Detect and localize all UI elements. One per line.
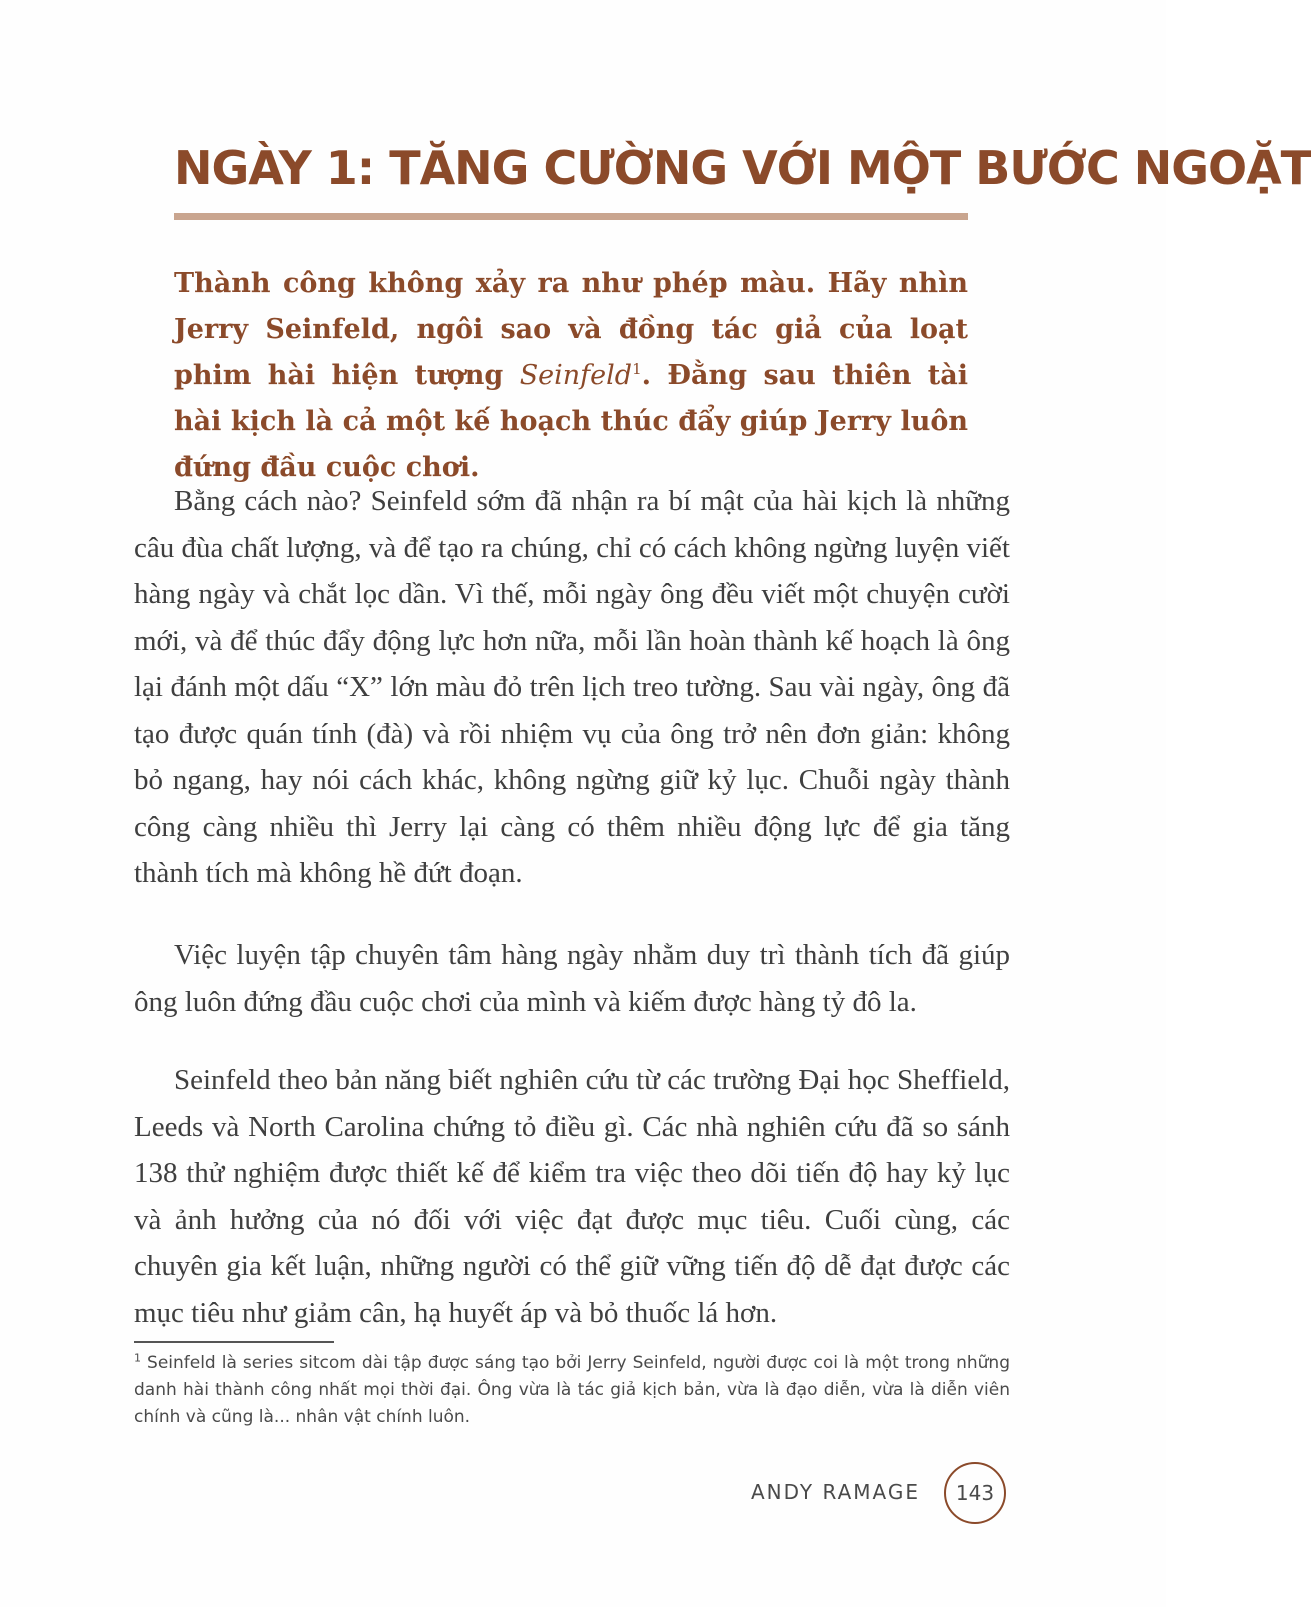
- footnote: [134, 1350, 1010, 1431]
- lead-paragraph: [174, 261, 968, 491]
- footnote-reference[interactable]: 1: [632, 360, 642, 378]
- lead-italic-title: Seinfeld: [519, 360, 633, 391]
- title-underline: [174, 213, 968, 220]
- footnote-divider: [134, 1341, 334, 1343]
- body-paragraph-2: Việc luyện tập chuyên tâm hàng ngày nhằm duy trì thành tích đã giúp ông luôn đứng đầu cuộc chơi của mình và kiếm được hàng tỷ đô la.: [134, 939, 1010, 1018]
- footnote-text: Seinfeld là series sitcom dài tập được sáng tạo bởi Jerry Seinfeld, người được coi là một trong những danh hài thành công nhất mọi thời đại. Ông vừa là tác giả kịch bản, vừa là đạo diễn, vừa là diễn viên chính và cũng là... nhân vật chính luôn.: [134, 1353, 1010, 1427]
- body-paragraph-3: Seinfeld theo bản năng biết nghiên cứu từ các trường Đại học Sheffield, Leeds và North Carolina chứng tỏ điều gì. Các nhà nghiên cứu đã so sánh 138 thử nghiệm được thiết kế để kiểm tra việc theo dõi tiến độ hay kỷ lục và ảnh hưởng của nó đối với việc đạt được mục tiêu. Cuối cùng, các chuyên gia kết luận, những người có thể giữ vững tiến độ dễ đạt được các mục tiêu như giảm cân, hạ huyết áp và bỏ thuốc lá hơn.: [134, 1064, 1010, 1329]
- lead-text-before: Thành công không xảy ra như phép màu. Hãy nhìn Jerry Seinfeld, ngôi sao và đồng tác giả của loạt phim hài hiện tượng: [174, 268, 968, 391]
- chapter-title: NGÀY 1: TĂNG CƯỜNG VỚI MỘT BƯỚC NGOẶT: [174, 141, 1311, 195]
- running-footer-author: ANDY RAMAGE: [750, 1480, 920, 1504]
- body-paragraph-1: Bằng cách nào? Seinfeld sớm đã nhận ra bí mật của hài kịch là những câu đùa chất lượng, và để tạo ra chúng, chỉ có cách không ngừng luyện viết hàng ngày và chắt lọc dần. Vì thế, mỗi ngày ông đều viết một chuyện cười mới, và để thúc đẩy động lực hơn nữa, mỗi lần hoàn thành kế hoạch là ông lại đánh một dấu “X” lớn màu đỏ trên lịch treo tường. Sau vài ngày, ông đã tạo được quán tính (đà) và rồi nhiệm vụ của ông trở nên đơn giản: không bỏ ngang, hay nói cách khác, không ngừng giữ kỷ lục. Chuỗi ngày thành công càng nhiều thì Jerry lại càng có thêm nhiều động lực để gia tăng thành tích mà không hề đứt đoạn.: [134, 485, 1010, 889]
- lead-text-after: . Đằng sau thiên tài hài kịch là cả một kế hoạch thúc đẩy giúp Jerry luôn đứng đầu cuộc chơi.: [174, 360, 968, 483]
- page-number: 143: [955, 1481, 995, 1505]
- footnote-marker: 1: [134, 1351, 141, 1365]
- page-number-badge: [944, 1462, 1006, 1524]
